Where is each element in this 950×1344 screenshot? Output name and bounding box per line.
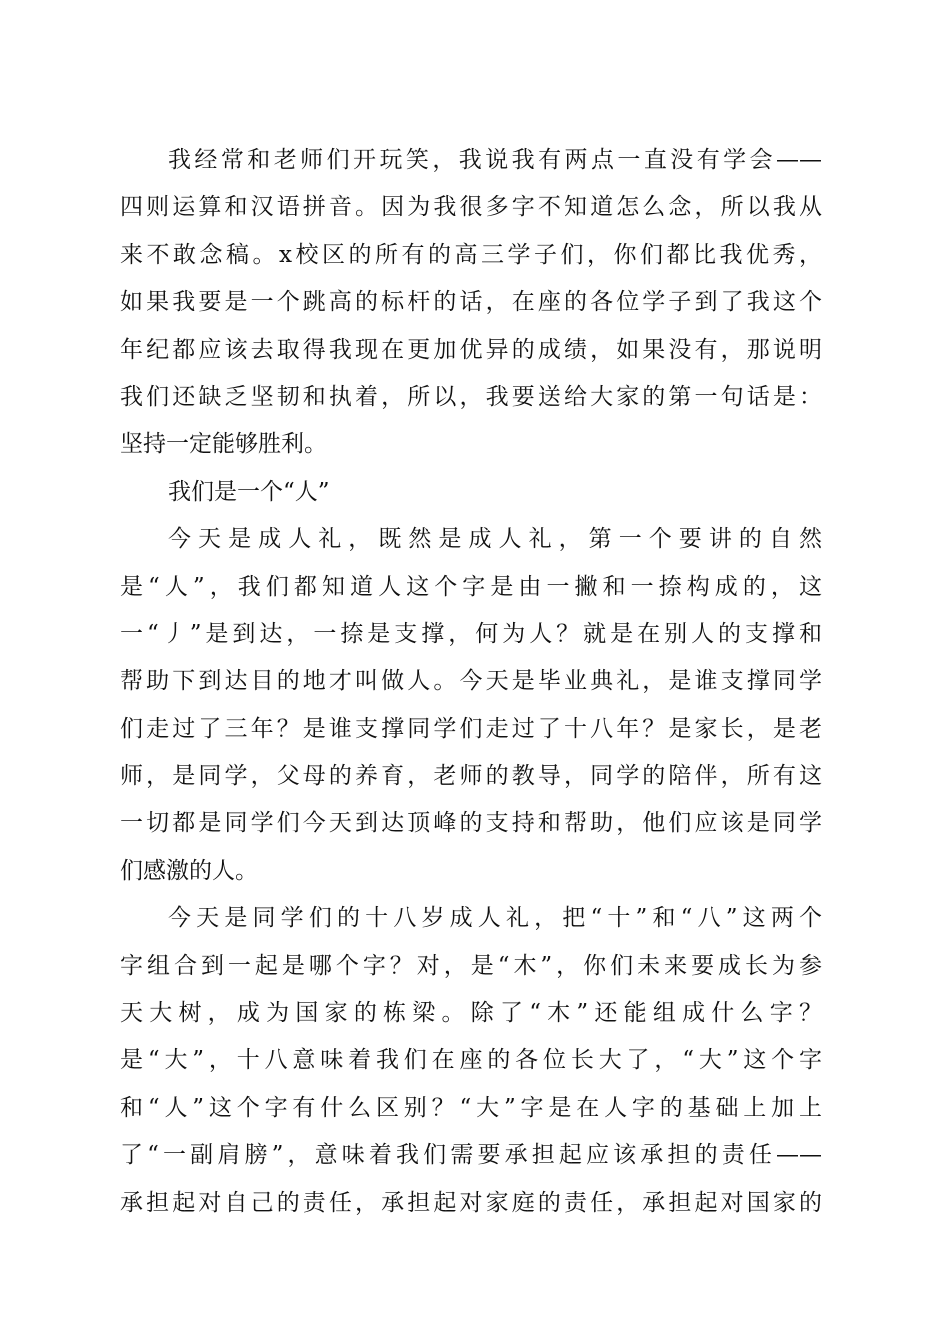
paragraph-2-line-4: 帮助下到达目的地才叫做人。今天是毕业典礼，是谁支撑同学 [120,668,822,695]
paragraph-1-line-7: 坚持一定能够胜利。 [120,431,327,458]
paragraph-3-line-6: 了“一副肩膀”，意味着我们需要承担起应该承担的责任—— [120,1142,822,1169]
paragraph-2-line-6: 师，是同学，父母的养育，老师的教导，同学的陪伴，所有这 [120,763,822,790]
paragraph-2-line-1: 今天是成人礼，既然是成人礼，第一个要讲的自然 [168,526,822,553]
paragraph-2-line-2: 是“人”，我们都知道人这个字是由一撇和一捺构成的，这 [120,573,822,600]
paragraph-2-line-8: 们感激的人。 [120,857,258,884]
paragraph-3-line-5: 和“人”这个字有什么区别？“大”字是在人字的基础上加上 [120,1094,822,1121]
paragraph-1-line-4: 如果我要是一个跳高的标杆的话，在座的各位学子到了我这个 [120,289,822,316]
paragraph-2-line-5: 们走过了三年？是谁支撑同学们走过了十八年？是家长，是老 [120,715,822,742]
paragraph-1-line-6: 我们还缺乏坚韧和执着，所以，我要送给大家的第一句话是： [120,383,822,410]
paragraph-1-line-2: 四则运算和汉语拼音。因为我很多字不知道怎么念，所以我从 [120,194,822,221]
paragraph-3-line-1: 今天是同学们的十八岁成人礼，把“十”和“八”这两个 [168,905,822,932]
paragraph-1-line-5: 年纪都应该去取得我现在更加优异的成绩，如果没有，那说明 [120,336,822,363]
paragraph-3-line-4: 是“大”，十八意味着我们在座的各位长大了，“大”这个字 [120,1047,822,1074]
paragraph-1-line-3: 来不敢念稿。x校区的所有的高三学子们，你们都比我优秀， [120,241,822,268]
paragraph-3-line-3: 天大树，成为国家的栋梁。除了“木”还能组成什么字？ [120,1000,822,1027]
paragraph-2-line-3: 一“丿”是到达，一捺是支撑，何为人？就是在别人的支撑和 [120,620,822,647]
paragraph-3-line-7: 承担起对自己的责任，承担起对家庭的责任，承担起对国家的 [120,1189,822,1216]
paragraph-3-line-2: 字组合到一起是哪个字？对，是“木”，你们未来要成长为参 [120,952,822,979]
document-body [120,137,822,1227]
paragraph-1-line-1: 我经常和老师们开玩笑，我说我有两点一直没有学会—— [168,147,822,173]
section-heading: 我们是一个“人” [168,478,330,505]
paragraph-2-line-7: 一切都是同学们今天到达顶峰的支持和帮助，他们应该是同学 [120,810,822,837]
